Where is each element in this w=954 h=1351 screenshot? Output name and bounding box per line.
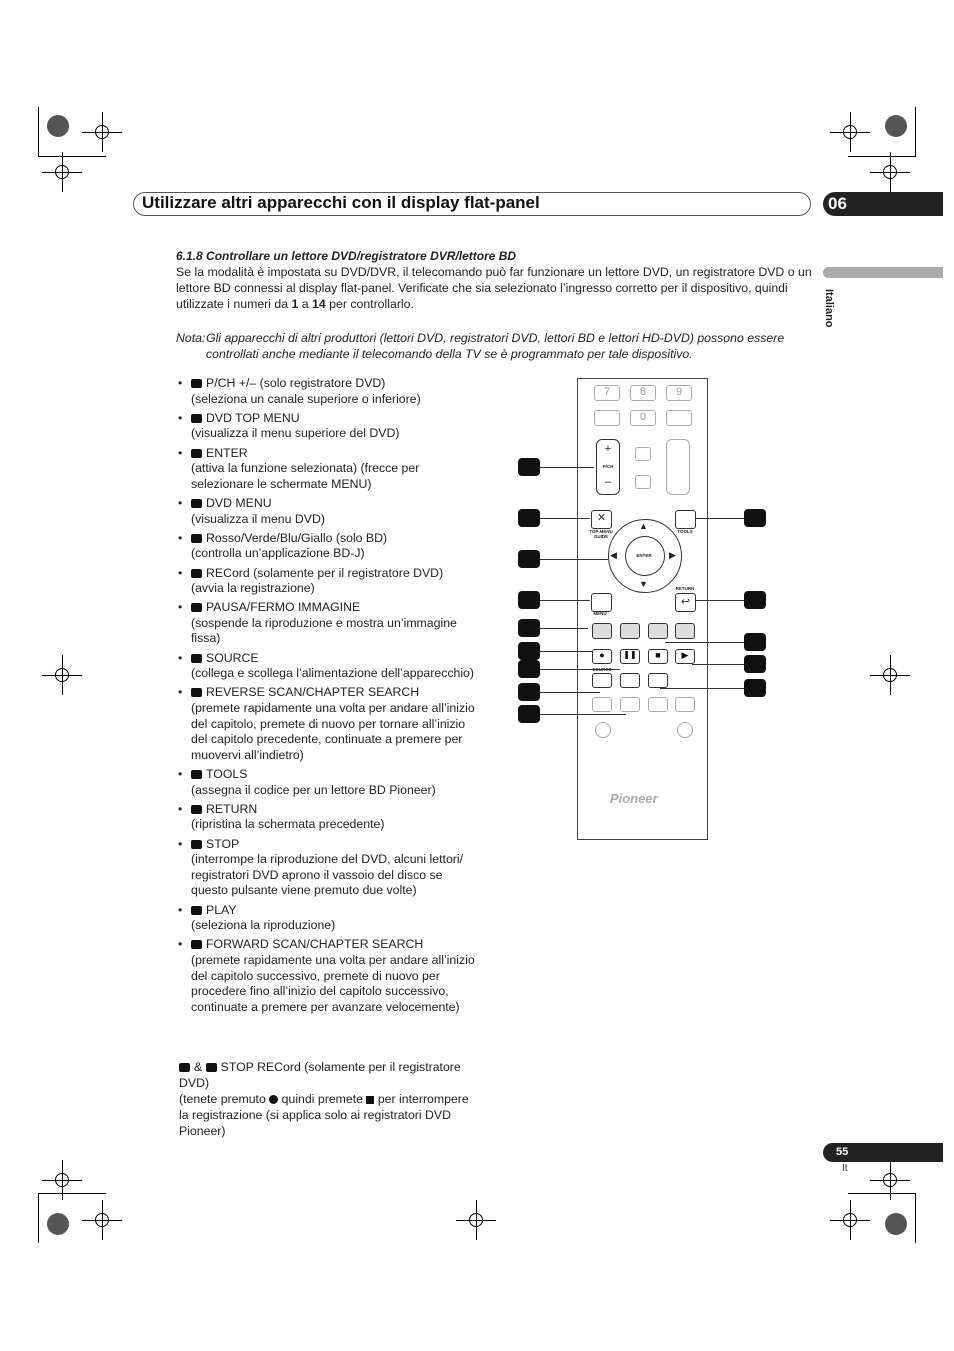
registration-mark — [82, 1200, 122, 1240]
top-menu-label: TOP MENU GUIDE — [589, 529, 613, 539]
source-button — [592, 673, 612, 688]
button-list — [178, 376, 478, 1019]
remote-illustration — [577, 378, 708, 840]
number-badge — [191, 449, 202, 458]
callout-10 — [744, 509, 766, 527]
callout-7 — [518, 660, 540, 678]
list-item: • FORWARD SCAN/CHAPTER SEARCH (premete rapidamente una volta per andare all’inizio del capitolo successivo, premete di nuovo per procedere fino all’inizio del capitolo successivo, continuate a premere per avanzare velocemente) — [178, 937, 475, 1014]
list-item: • SOURCE (collega e scollega l’alimentazione dell’apparecchio) — [178, 650, 474, 681]
callout-13 — [744, 655, 766, 673]
note-label: Nota: — [176, 331, 206, 345]
callout-5 — [518, 619, 540, 637]
section-title: 6.1.8 Controllare un lettore DVD/registratore DVR/lettore BD — [176, 249, 517, 263]
crop-mark — [915, 1193, 916, 1243]
leader-line — [540, 692, 600, 693]
list-item: • P/CH +/– (solo registratore DVD) (seleziona un canale superiore o inferiore) — [178, 376, 421, 406]
list-item: • TOOLS (assegna il codice per un lettore BD Pioneer) — [178, 767, 436, 797]
record-icon — [269, 1095, 278, 1104]
number-badge — [191, 840, 202, 849]
list-item: • PLAY (seleziona la riproduzione) — [178, 902, 336, 933]
note-text: Gli apparecchi di altri produttori (lettori DVD, registratori DVD, lettori BD e lettori HD-DVD) possono essere controllati anche mediante il telecomando della TV se è programmato per tale dispositivo. — [206, 331, 785, 361]
number-badge — [191, 654, 202, 663]
registration-mark — [830, 112, 870, 152]
record-button: ● — [592, 649, 612, 664]
leader-line — [540, 714, 626, 715]
list-item: • ENTER (attiva la funzione selezionata) (frecce per selezionare le schermate MENU) — [178, 445, 420, 491]
display-key — [635, 447, 651, 461]
callout-4 — [518, 591, 540, 609]
number-badge — [191, 499, 202, 508]
input-key — [620, 697, 640, 712]
language-tab — [823, 267, 943, 278]
crop-mark — [38, 1193, 39, 1243]
key-right — [666, 410, 692, 426]
list-item: • DVD TOP MENU (visualizza il menu superiore del DVD) — [178, 410, 400, 441]
leader-line — [695, 600, 744, 601]
list-item: • Rosso/Verde/Blu/Giallo (solo BD) (controlla un’applicazione BD-J) — [178, 530, 388, 561]
leader-line — [695, 518, 744, 519]
callout-1 — [518, 458, 540, 476]
crop-mark — [38, 107, 39, 157]
number-badge — [191, 534, 202, 543]
leader-line — [540, 669, 620, 670]
return-label: RETURN — [675, 586, 695, 591]
number-badge — [191, 569, 202, 578]
red-button — [592, 623, 612, 639]
registration-mark — [42, 1160, 82, 1200]
pause-button: ❚❚ — [620, 649, 640, 664]
leader-line — [540, 467, 594, 468]
key-9: 9 — [666, 385, 692, 401]
page-title: Utilizzare altri apparecchi con il display flat-panel — [142, 193, 540, 212]
number-badge — [191, 940, 202, 949]
color-target — [885, 1213, 907, 1235]
list-item: • STOP (interrompe la riproduzione del DVD, alcuni lettori/ registratori DVD aprono il vassoio del disco se questo pulsante viene premuto due volte) — [178, 836, 464, 898]
leader-line — [660, 688, 744, 689]
forward-scan-button — [648, 673, 668, 688]
registration-mark — [870, 1160, 910, 1200]
registration-mark — [830, 1200, 870, 1240]
reverse-scan-button — [620, 673, 640, 688]
key-minus — [648, 697, 668, 712]
green-button — [620, 623, 640, 639]
brand-logo: Pioneer — [610, 791, 658, 806]
callout-14 — [744, 679, 766, 697]
list-item: • REVERSE SCAN/CHAPTER SEARCH (premete rapidamente una volta per andare all’inizio del capitolo, premete di nuovo per tornare all’inizio del capitolo precedente, continuate a premere per muovervi all’indietro) — [178, 685, 475, 762]
menu-button — [591, 593, 612, 612]
arrow-right-icon: ▶ — [669, 550, 676, 560]
number-badge — [191, 603, 202, 612]
stop-button: ■ — [648, 649, 668, 664]
key-0: 0 — [630, 410, 656, 426]
leader-line — [540, 651, 592, 652]
callout-3 — [518, 550, 540, 568]
key-left — [594, 410, 620, 426]
registration-mark — [870, 152, 910, 192]
arrow-down-icon: ▼ — [639, 579, 648, 589]
list-item: • PAUSA/FERMO IMMAGINE (sospende la riproduzione e mostra un’immagine fissa) — [178, 600, 457, 646]
blue-button — [648, 623, 668, 639]
arrow-up-icon: ▲ — [639, 521, 648, 531]
page-number: 55 — [836, 1146, 849, 1158]
callout-2 — [518, 509, 540, 527]
crop-mark — [848, 156, 916, 157]
tools-button — [675, 510, 696, 529]
key-plus — [675, 697, 695, 712]
edit-learn-button — [677, 722, 693, 738]
enter-label: ENTER — [636, 553, 652, 558]
menu-label: MENU — [593, 611, 607, 616]
registration-mark — [82, 112, 122, 152]
leader-line — [540, 559, 608, 560]
top-menu-button: ✕ — [591, 510, 612, 529]
registration-mark — [42, 152, 82, 192]
number-badge — [191, 805, 202, 814]
page-language: It — [842, 1163, 848, 1174]
combo-instruction: & STOP RECord (solamente per il registratore DVD) (tenete premuto quindi premete per interrompere la registrazione (si applica solo ai registratori DVD Pioneer) — [179, 1060, 469, 1138]
registration-mark — [42, 655, 82, 695]
pch-rocker: + P/CH – — [596, 439, 620, 495]
registration-mark — [870, 655, 910, 695]
arrow-left-icon: ◀ — [610, 550, 617, 560]
key-8: 8 — [630, 385, 656, 401]
leader-line — [540, 628, 588, 629]
crop-mark — [915, 107, 916, 157]
select-button — [595, 722, 611, 738]
callout-12 — [744, 633, 766, 651]
list-item: • DVD MENU (visualizza il menu DVD) — [178, 495, 325, 526]
crop-mark — [38, 156, 106, 157]
return-button: ↩ — [675, 593, 696, 612]
key-lower — [592, 697, 612, 712]
number-badge — [179, 1063, 190, 1072]
number-badge — [191, 379, 202, 388]
number-badge — [191, 688, 202, 697]
callout-11 — [744, 591, 766, 609]
leader-line — [665, 642, 744, 643]
key-7: 7 — [594, 385, 620, 401]
number-badge — [206, 1063, 217, 1072]
color-target — [47, 1213, 69, 1235]
crop-mark — [38, 1193, 106, 1194]
chapter-number: 06 — [828, 194, 847, 213]
registration-mark — [456, 1200, 496, 1240]
intro-paragraph: Se la modalità è impostata su DVD/DVR, il telecomando può far funzionare un lettore DVD, un registratore DVD o un lettore BD connessi al display flat-panel. Verificate che sia selezionato l’ingresso corretto per il dispositivo, quindi utilizzate i numeri da 1 a 14 per controllarlo. — [176, 265, 812, 311]
volume-rocker — [666, 439, 690, 495]
number-badge — [191, 414, 202, 423]
callout-8 — [518, 683, 540, 701]
leader-line — [692, 664, 744, 665]
muting-key — [635, 475, 651, 489]
yellow-button — [675, 623, 695, 639]
language-label: Italiano — [823, 289, 835, 328]
play-button: ▶ — [675, 649, 695, 664]
leader-line — [540, 518, 590, 519]
color-target — [885, 115, 907, 137]
callout-6 — [518, 642, 540, 660]
number-badge — [191, 906, 202, 915]
list-item: • RETURN (ripristina la schermata precedente) — [178, 801, 385, 832]
crop-mark — [848, 1193, 916, 1194]
color-target — [47, 115, 69, 137]
leader-line — [540, 600, 590, 601]
number-badge — [191, 770, 202, 779]
callout-9 — [518, 705, 540, 723]
list-item: • RECord (solamente per il registratore DVD) (avvia la registrazione) — [178, 565, 444, 596]
tools-label: TOOLS — [677, 529, 693, 534]
